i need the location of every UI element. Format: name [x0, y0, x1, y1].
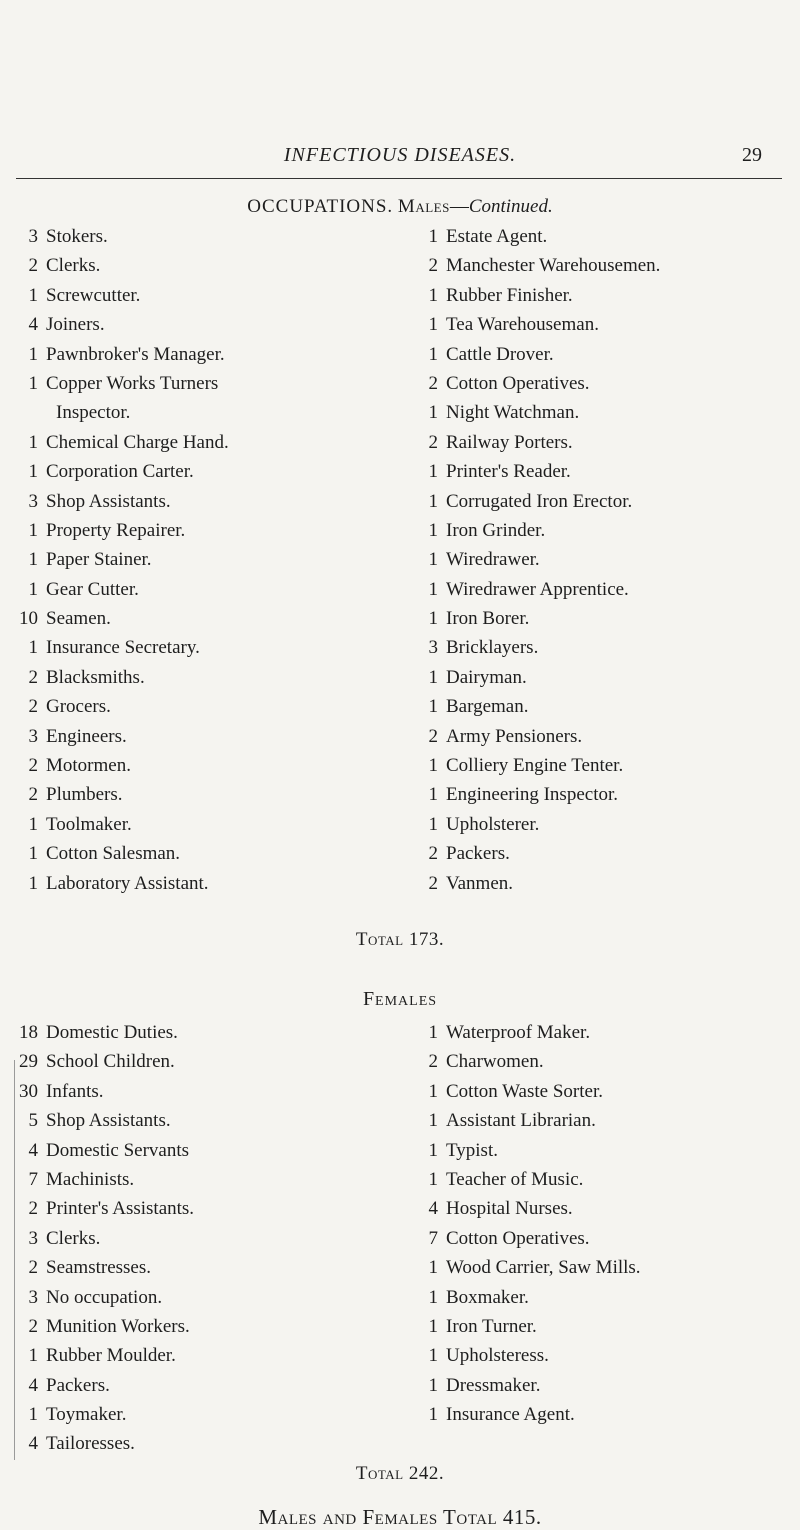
occupation-label: Seamen. [46, 608, 111, 630]
list-item [16, 516, 229, 545]
occupation-count: 4 [28, 1374, 38, 1396]
occupation-label: Toymaker. [46, 1404, 127, 1426]
list-item [16, 1341, 194, 1370]
occupation-count: 1 [428, 1110, 438, 1132]
list-item [416, 722, 660, 751]
occupation-count: 1 [28, 431, 38, 453]
occupation-count: 1 [428, 314, 438, 336]
list-item [16, 1253, 194, 1282]
occupation-label: Waterproof Maker. [446, 1022, 591, 1043]
occupation-count: 1 [28, 549, 38, 571]
occupation-count: 2 [428, 725, 438, 747]
list-item [16, 1018, 194, 1047]
list-item [16, 1371, 194, 1400]
occupation-count: 1 [28, 343, 38, 365]
occupation-label: Rubber Moulder. [46, 1345, 176, 1367]
list-item [16, 1136, 194, 1165]
occupation-count: 2 [428, 431, 438, 453]
occupation-label: Wiredrawer. [446, 549, 540, 571]
occupation-label: Wiredrawer Apprentice. [446, 578, 629, 600]
occupation-label: Clerks. [46, 1227, 101, 1249]
occupation-count: 29 [19, 1051, 38, 1073]
list-item [16, 810, 229, 839]
occupation-label: Iron Turner. [446, 1315, 537, 1337]
occupation-label: Iron Grinder. [446, 519, 546, 541]
list-item [416, 810, 660, 839]
scan-edge-line [14, 1060, 15, 1460]
occupation-label: Packers. [446, 843, 510, 865]
occupation-label: Wood Carrier, Saw Mills. [446, 1257, 641, 1279]
occupation-count: 3 [28, 490, 38, 512]
list-item [416, 369, 660, 398]
females-heading: Females [362, 988, 438, 1010]
occupation-count: 1 [28, 461, 38, 483]
list-item [416, 1253, 641, 1282]
list-item [16, 869, 229, 898]
occupation-label: Inspector. [56, 402, 131, 424]
list-item [16, 1047, 194, 1076]
occupation-count: 2 [428, 872, 438, 894]
occupation-count: 1 [428, 1345, 438, 1367]
list-item [16, 1077, 194, 1106]
occupation-label: Assistant Librarian. [446, 1110, 596, 1132]
occupation-count: 1 [428, 1315, 438, 1337]
occupation-label: School Children. [46, 1051, 175, 1073]
occupation-label: Cotton Waste Sorter. [446, 1080, 603, 1102]
occupation-count: 3 [28, 1286, 38, 1308]
list-item [16, 780, 229, 809]
occupation-count: 1 [428, 461, 438, 483]
occupation-count: 1 [428, 1404, 438, 1426]
occupation-label: Estate Agent. [446, 226, 548, 247]
list-item [416, 1136, 641, 1165]
list-item [16, 457, 229, 486]
list-item [16, 1283, 194, 1312]
occupation-count: 1 [428, 1286, 438, 1308]
occupation-count: 2 [428, 1051, 438, 1073]
occupation-label: Bricklayers. [446, 637, 539, 659]
list-item [416, 663, 660, 692]
list-item [16, 1312, 194, 1341]
section-title: OCCUPATIONS. [247, 196, 394, 217]
occupation-count: 1 [28, 813, 38, 835]
occupation-count: 4 [28, 1433, 38, 1455]
occupation-label: Shop Assistants. [46, 490, 171, 512]
occupation-label: Infants. [46, 1080, 104, 1102]
occupation-label: Corporation Carter. [46, 461, 194, 483]
occupation-label: Cotton Operatives. [446, 1227, 590, 1249]
list-item [416, 604, 660, 633]
running-title: INFECTIOUS DISEASES. [283, 144, 517, 166]
list-item [16, 692, 229, 721]
list-item [416, 780, 660, 809]
occupation-count: 1 [428, 1257, 438, 1279]
occupation-label: Packers. [46, 1374, 110, 1396]
occupation-count: 1 [28, 578, 38, 600]
list-item [16, 633, 229, 662]
occupation-label: Charwomen. [446, 1051, 544, 1073]
occupation-label: Machinists. [46, 1168, 135, 1190]
occupation-label: Grocers. [46, 696, 111, 718]
list-item [16, 1400, 194, 1429]
occupation-label: Domestic Servants [46, 1139, 190, 1161]
occupation-count: 2 [428, 255, 438, 277]
list-item [416, 428, 660, 457]
list-item [16, 839, 229, 868]
occupation-label: Dairyman. [446, 666, 527, 688]
list-item [16, 1165, 194, 1194]
occupation-label: Engineering Inspector. [446, 784, 619, 806]
occupation-label: Hospital Nurses. [446, 1198, 573, 1220]
list-item [16, 340, 229, 369]
occupation-count: 3 [28, 1227, 38, 1249]
occupation-count: 1 [428, 1080, 438, 1102]
occupation-count: 4 [28, 314, 38, 336]
list-item [16, 281, 229, 310]
page-number: 29 [742, 144, 762, 166]
occupation-count: 10 [19, 608, 38, 630]
occupation-label: Engineers. [46, 725, 127, 747]
occupation-count: 2 [28, 255, 38, 277]
occupation-count: 1 [428, 666, 438, 688]
occupation-count: 1 [428, 1168, 438, 1190]
occupation-count: 1 [428, 343, 438, 365]
list-item [416, 1224, 641, 1253]
occupation-count: 1 [428, 402, 438, 424]
list-item [416, 457, 660, 486]
occupation-label: Laboratory Assistant. [46, 872, 209, 894]
header-rule [16, 178, 782, 179]
occupation-label: Railway Porters. [446, 431, 573, 453]
occupation-label: Property Repairer. [46, 519, 186, 541]
occupation-label: Upholsteress. [446, 1345, 549, 1367]
occupation-label: Pawnbroker's Manager. [46, 343, 225, 365]
occupation-count: 1 [28, 843, 38, 865]
occupation-count: 1 [428, 226, 438, 247]
occupation-label: Clerks. [46, 255, 101, 277]
occupation-label: Iron Borer. [446, 608, 530, 630]
occupation-count: 1 [28, 519, 38, 541]
list-item [416, 1077, 641, 1106]
section-heading [0, 196, 800, 218]
occupation-label: Toolmaker. [46, 813, 132, 835]
occupation-count: 1 [428, 490, 438, 512]
list-item [416, 839, 660, 868]
occupation-count: 1 [28, 1345, 38, 1367]
occupation-label: Munition Workers. [46, 1315, 190, 1337]
occupation-label: Shop Assistants. [46, 1110, 171, 1132]
list-item [16, 604, 229, 633]
occupation-label: Corrugated Iron Erector. [446, 490, 633, 512]
list-item [416, 1283, 641, 1312]
occupation-count: 3 [428, 637, 438, 659]
list-item [16, 722, 229, 751]
occupation-count: 2 [28, 755, 38, 777]
occupation-label: Insurance Agent. [446, 1404, 575, 1426]
list-item [416, 1194, 641, 1223]
occupation-label: Printer's Assistants. [46, 1198, 195, 1220]
list-item [416, 340, 660, 369]
occupation-label: No occupation. [46, 1286, 163, 1308]
occupation-label: Gear Cutter. [46, 578, 139, 600]
occupation-count: 1 [428, 813, 438, 835]
occupation-count: 1 [428, 519, 438, 541]
list-item [416, 487, 660, 516]
occupation-count: 1 [428, 284, 438, 306]
occupation-label: Boxmaker. [446, 1286, 529, 1308]
occupation-label: Dressmaker. [446, 1374, 541, 1396]
list-item [416, 869, 660, 898]
section-continued: Continued. [468, 196, 553, 217]
occupation-label: Screwcutter. [46, 284, 141, 306]
occupation-count: 1 [28, 872, 38, 894]
list-item [416, 251, 660, 280]
occupation-count: 1 [428, 549, 438, 571]
occupation-label: Tea Warehouseman. [446, 314, 599, 336]
occupation-count: 30 [19, 1080, 38, 1102]
occupation-count: 1 [428, 784, 438, 806]
occupation-label: Manchester Warehousemen. [446, 255, 661, 277]
occupation-label: Stokers. [46, 226, 108, 247]
occupation-count: 3 [28, 226, 38, 247]
occupation-count: 2 [28, 696, 38, 718]
list-item [16, 1224, 194, 1253]
females-total: Total 242. [355, 1463, 445, 1484]
occupation-count: 1 [428, 1022, 438, 1043]
occupation-count: 5 [28, 1110, 38, 1132]
list-item [416, 1371, 641, 1400]
occupation-count: 7 [28, 1168, 38, 1190]
list-item [16, 575, 229, 604]
list-item [16, 310, 229, 339]
running-head [0, 144, 800, 174]
list-item [416, 1106, 641, 1135]
occupation-label: Upholsterer. [446, 813, 540, 835]
list-item [416, 1312, 641, 1341]
occupation-count: 1 [428, 608, 438, 630]
list-item [16, 1429, 194, 1458]
occupation-label: Cattle Drover. [446, 343, 554, 365]
occupation-label: Army Pensioners. [446, 725, 583, 747]
occupation-count: 2 [28, 666, 38, 688]
occupation-label: Blacksmiths. [46, 666, 145, 688]
occupation-count: 1 [28, 284, 38, 306]
occupation-label: Colliery Engine Tenter. [446, 755, 624, 777]
occupation-count: 3 [28, 725, 38, 747]
occupation-label: Copper Works Turners [46, 372, 219, 394]
occupation-label: Cotton Salesman. [46, 843, 181, 865]
occupation-label: Seamstresses. [46, 1257, 152, 1279]
list-item [416, 222, 660, 251]
males-right-column [416, 222, 660, 898]
occupation-count: 4 [428, 1198, 438, 1220]
occupation-count: 1 [28, 1404, 38, 1426]
occupation-label: Teacher of Music. [446, 1168, 584, 1190]
occupation-label: Motormen. [46, 755, 131, 777]
list-item [16, 222, 229, 251]
occupation-label: Bargeman. [446, 696, 529, 718]
occupation-count: 1 [28, 637, 38, 659]
occupation-count: 2 [28, 1257, 38, 1279]
occupation-label: Typist. [446, 1139, 498, 1161]
occupation-label: Domestic Duties. [46, 1022, 178, 1043]
list-item [16, 1106, 194, 1135]
occupation-label: Night Watchman. [446, 402, 580, 424]
occupation-label: Tailoresses. [46, 1433, 135, 1455]
occupation-label: Cotton Operatives. [446, 372, 590, 394]
list-item [416, 310, 660, 339]
males-total: Total 173. [355, 929, 445, 950]
occupation-count: 2 [28, 1198, 38, 1220]
list-item [416, 516, 660, 545]
occupation-count: 2 [28, 784, 38, 806]
occupation-count: 2 [428, 843, 438, 865]
list-item [416, 545, 660, 574]
list-item [16, 751, 229, 780]
list-item [16, 428, 229, 457]
list-item [16, 398, 229, 427]
list-item [416, 751, 660, 780]
occupation-label: Printer's Reader. [446, 461, 571, 483]
section-dash: — [449, 196, 469, 217]
grand-total: Males and Females Total 415. [258, 1505, 542, 1529]
occupation-label: Plumbers. [46, 784, 123, 806]
occupation-count: 4 [28, 1139, 38, 1161]
occupation-count: 18 [19, 1022, 38, 1043]
list-item [16, 1194, 194, 1223]
occupation-label: Insurance Secretary. [46, 637, 200, 659]
occupation-count: 1 [28, 372, 38, 394]
males-left-column [16, 222, 229, 898]
occupation-count: 7 [428, 1227, 438, 1249]
occupation-count: 2 [28, 1315, 38, 1337]
section-group: Males [397, 196, 450, 217]
list-item [416, 1047, 641, 1076]
list-item [416, 633, 660, 662]
list-item [416, 1018, 641, 1047]
occupation-label: Paper Stainer. [46, 549, 152, 571]
females-left-column [16, 1018, 194, 1459]
occupation-count: 1 [428, 755, 438, 777]
occupation-count: 2 [428, 372, 438, 394]
list-item [416, 1400, 641, 1429]
list-item [416, 1165, 641, 1194]
list-item [416, 1341, 641, 1370]
list-item [16, 369, 229, 398]
list-item [416, 281, 660, 310]
list-item [416, 398, 660, 427]
list-item [16, 487, 229, 516]
females-right-column [416, 1018, 641, 1429]
occupation-count: 1 [428, 578, 438, 600]
list-item [16, 251, 229, 280]
occupation-count: 1 [428, 696, 438, 718]
occupation-label: Joiners. [46, 314, 105, 336]
occupation-label: Rubber Finisher. [446, 284, 573, 306]
list-item [416, 692, 660, 721]
occupation-count: 1 [428, 1374, 438, 1396]
list-item [416, 575, 660, 604]
list-item [16, 545, 229, 574]
occupation-label: Vanmen. [446, 872, 514, 894]
list-item [16, 663, 229, 692]
occupation-label: Chemical Charge Hand. [46, 431, 229, 453]
occupation-count: 1 [428, 1139, 438, 1161]
